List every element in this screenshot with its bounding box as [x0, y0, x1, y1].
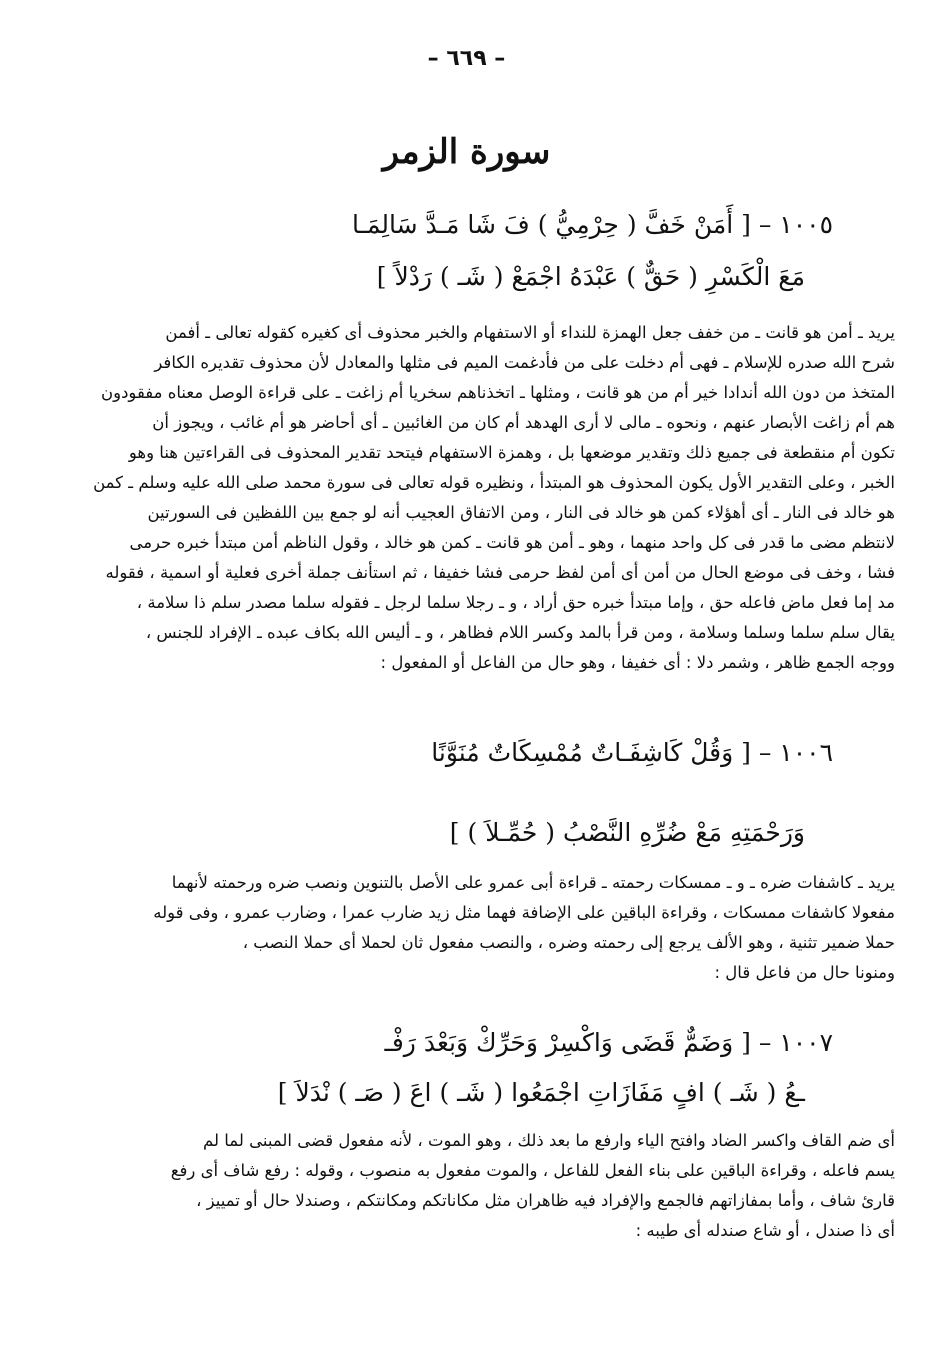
surah-title: سورة الزمر — [382, 132, 551, 172]
commentary-line: تكون أم منقطعة فى جميع ذلك وتقدير موضعها بل ، وهمزة الاستفهام فيتحد تقدير المحذوف فى القراءتين هنا وهو — [128, 443, 895, 462]
commentary-1007 — [33, 1126, 895, 1246]
commentary-line: يقال سلم سلما وسلما وسلامة ، ومن قرأ بالمد وكسر اللام فظاهر ، و ـ أليس الله بكاف عبده ـ الإفراد للجنس ، — [145, 623, 895, 642]
verse-1007-line-2: ـعُ ( شَـ ) افٍ مَفَازَاتِ اجْمَعُوا ( شَـ ) اعَ ( صَـ ) نْدَلاَ ] — [277, 1078, 805, 1107]
commentary-line: حملا ضمير تثنية ، وهو الألف يرجع إلى رحمته وضره ، والنصب مفعول ثان لحملا أى حملا النصب ، — [242, 933, 895, 952]
commentary-line: قارئ شاف ، وأما بمفازاتهم فالجمع والإفراد فيه ظاهران مثل مكاناتكم ومكانتكم ، وصندلا حال أو تمييز ، — [196, 1191, 895, 1210]
commentary-line: يريد ـ أمن هو قانت ـ من خفف جعل الهمزة للنداء أو الاستفهام والخبر محذوف أى كغيره كقوله تعالى ـ أفمن — [165, 323, 895, 342]
verse-1006-line-2: وَرَحْمَتِهِ مَعْ ضُرِّهِ النَّصْبُ ( حُمِّـلاَ ) ] — [449, 818, 805, 847]
commentary-line: يسم فاعله ، وقراءة الباقين على بناء الفعل للفاعل ، والموت مفعول به منصوب ، وقوله : رفع شاف أى رفع — [170, 1161, 895, 1180]
commentary-line: ومنونا حال من فاعل قال : — [714, 963, 895, 982]
commentary-line: شرح الله صدره للإسلام ـ فهى أم دخلت على من فأدغمت الميم فى مثلها والمعادل لأن محذوف تقديره الكافر — [154, 353, 895, 372]
commentary-line: مد إما فعل ماض فاعله حق ، وإما مبتدأ خبره حق أراد ، و ـ رجلا سلما لرجل ـ فقوله سلما مصدر سلم ذا سلامة ، — [136, 593, 895, 612]
page-number: – ٦٦٩ – — [427, 46, 506, 71]
commentary-line: مفعولا كاشفات ممسكات ، وقراءة الباقين على الإضافة فهما مثل زيد ضارب عمرا ، وضارب عمرو ، وفى قوله — [153, 903, 895, 922]
verse-1007-line-1: ١٠٠٧ – [ وَضَمٌّ قَضَى وَاكْسِرْ وَحَرِّكْ وَبَعْدَ رَفْـ — [384, 1028, 833, 1057]
commentary-line: هو خالد فى النار ـ أى أهؤلاء كمن هو خالد فى النار ، ومن الاتفاق العجيب أنه لو جمع بين اللفظين فى السورتين — [147, 503, 895, 522]
commentary-line: أى ذا صندل ، أو شاع صندله أى طيبه : — [635, 1221, 895, 1240]
commentary-1005 — [33, 318, 895, 678]
commentary-line: المتخذ من دون الله أندادا خير أم من هو قانت ، ومثلها ـ اتخذناهم سخريا أم زاغت ـ على قراءة الوصل معناه مفقودون — [100, 383, 895, 402]
commentary-line: هم أم زاغت الأبصار عنهم ، ونحوه ـ مالى لا أرى الهدهد أم كان من الغائبين ـ أى أحاضر هو أم غائب ، ويجوز أن — [152, 413, 895, 432]
commentary-line: أى ضم القاف واكسر الضاد وافتح الياء وارفع ما بعد ذلك ، وهو الموت ، لأنه مفعول قضى المبنى لما لم — [203, 1131, 895, 1150]
verse-1006-line-1: ١٠٠٦ – [ وَقُلْ كَاشِفَـاتٌ مُمْسِكَاتٌ مُنَوَّنًا — [431, 738, 833, 767]
commentary-1006 — [33, 868, 895, 988]
verse-1005-line-2: مَعَ الْكَسْرِ ( حَقٌّ ) عَبْدَهُ اجْمَعْ ( شَـ ) رَدْلاً ] — [376, 262, 805, 291]
commentary-line: الخبر ، وعلى التقدير الأول يكون المحذوف هو المبتدأ ، ونظيره قوله تعالى فى سورة محمد صلى الله عليه وسلم ـ كمن — [93, 473, 895, 492]
commentary-line: لانتظم مضى ما قدر فى كل واحد منهما ، وهو ـ أمن هو قانت ـ كمن هو خالد ، وقول الناظم أمن مبتدأ خبره حرمى — [129, 533, 895, 552]
commentary-line: فشا ، وخف فى موضع الحال من أمن أى أمن لفظ حرمى فشا خفيفا ، ثم استأنف جملة أخرى فعلية أو اسمية ، فقوله — [105, 563, 895, 582]
verse-1005-line-1: ١٠٠٥ – [ أَمَنْ خَفَّ ( حِرْمِيُّ ) فَ شَا مَـدَّ سَالِمَـا — [352, 210, 833, 239]
commentary-line: يريد ـ كاشفات ضره ـ و ـ ممسكات رحمته ـ قراءة أبى عمرو على الأصل بالتنوين ونصب ضره ورحمته لأنهما — [171, 873, 895, 892]
commentary-line: ووجه الجمع ظاهر ، وشمر دلا : أى خفيفا ، وهو حال من الفاعل أو المفعول : — [380, 653, 895, 672]
